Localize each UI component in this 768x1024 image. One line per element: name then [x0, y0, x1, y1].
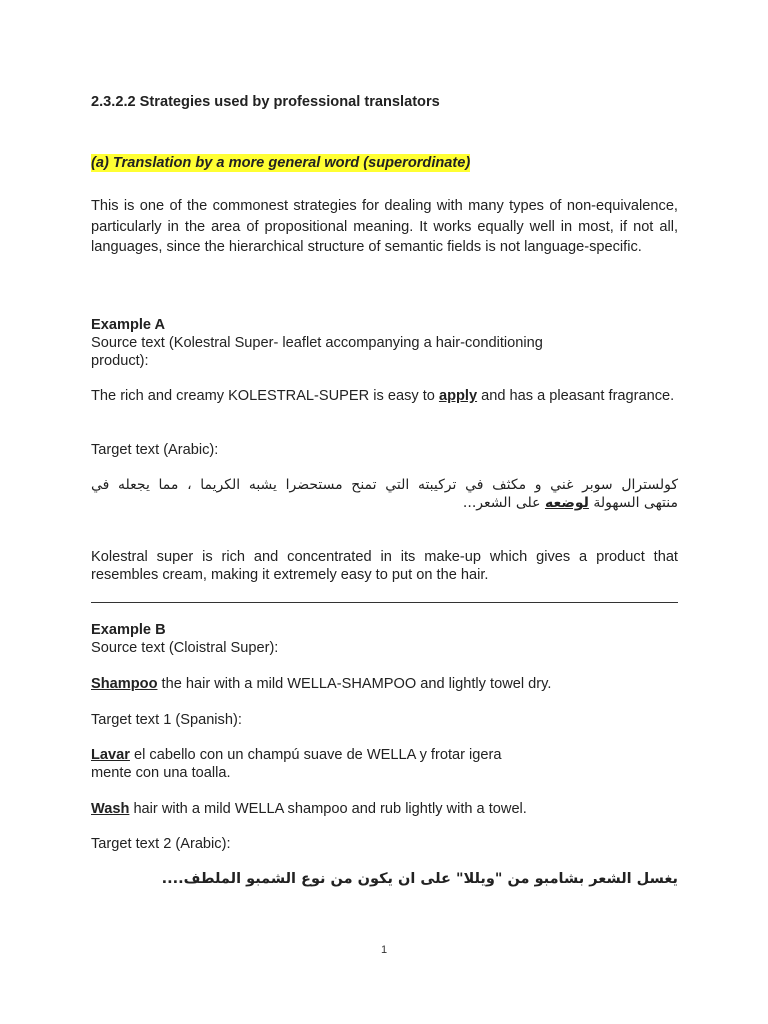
- example-a-source-text: [91, 387, 678, 405]
- example-b-target2-label: Target text 2 (Arabic):: [91, 836, 231, 852]
- example-b-source-text: [91, 675, 678, 693]
- example-a-title: Example A: [91, 317, 166, 333]
- example-a-source-before: The rich and creamy KOLESTRAL-SUPER is easy to: [91, 388, 439, 404]
- example-a-arabic-line1: كولسترال سوبر غني و مكثف في تركيبته التي تمنح مستحضرا يشبه الكريما ، مما يجعله في: [91, 477, 678, 493]
- intro-paragraph: This is one of the commonest strategies for dealing with many types of non-equivalence, particularly in the area of propositional meaning. It works equally well in most, if not all, languages, since the hierarchical structure of semantic fields is not language-specific.: [91, 198, 678, 255]
- example-b-target1-label: Target text 1 (Spanish):: [91, 712, 242, 728]
- page-number: 1: [380, 944, 388, 956]
- section-divider: [91, 602, 678, 603]
- example-a-source-label-line2: product):: [91, 353, 149, 369]
- example-b-english-rest: hair with a mild WELLA shampoo and rub lightly with a towel.: [129, 801, 527, 817]
- example-b-source-key: Shampoo: [91, 676, 158, 692]
- example-a-arabic-before: منتهى السهولة: [588, 495, 678, 511]
- example-b-source-label: Source text (Cloistral Super):: [91, 640, 279, 656]
- example-a-source-after: and has a pleasant fragrance.: [477, 388, 675, 404]
- example-b-english: [91, 800, 678, 818]
- example-a-arabic-after: على الشعر...: [462, 495, 545, 511]
- example-b-english-key: Wash: [91, 801, 130, 817]
- example-b-arabic: يغسل الشعر بشامبو من "ويللا" على ان يكون من نوع الشمبو الملطف....: [161, 871, 678, 887]
- example-a-target-label: Target text (Arabic):: [91, 442, 219, 458]
- example-b-spanish-rest: el cabello con un champú suave de WELLA y frotar igera: [129, 747, 502, 763]
- strategy-heading-line: [91, 154, 678, 172]
- example-b-spanish-key: Lavar: [91, 747, 130, 763]
- example-b-spanish: [91, 746, 678, 782]
- example-b-spanish-line2: mente con una toalla.: [91, 765, 231, 781]
- section-heading: 2.3.2.2 Strategies used by professional translators: [91, 94, 440, 110]
- strategy-heading: (a) Translation by a more general word (superordinate): [91, 155, 471, 171]
- example-a-source-label-line1: Source text (Kolestral Super- leaflet accompanying a hair-conditioning: [91, 335, 543, 351]
- example-b-title: Example B: [91, 622, 166, 638]
- example-a-source-key: apply: [438, 388, 478, 404]
- example-a-arabic-key: لوضعه: [544, 495, 589, 511]
- example-a-arabic: [91, 476, 678, 512]
- example-a-arabic-line2: [91, 494, 678, 512]
- example-a-back-translation: Kolestral super is rich and concentrated in its make-up which gives a product that resembles cream, making it extremely easy to put on the hair.: [91, 549, 678, 583]
- example-b-source-rest: the hair with a mild WELLA-SHAMPOO and lightly towel dry.: [157, 676, 552, 692]
- example-b-spanish-line1: [91, 746, 678, 764]
- example-a-source-label: [91, 334, 678, 370]
